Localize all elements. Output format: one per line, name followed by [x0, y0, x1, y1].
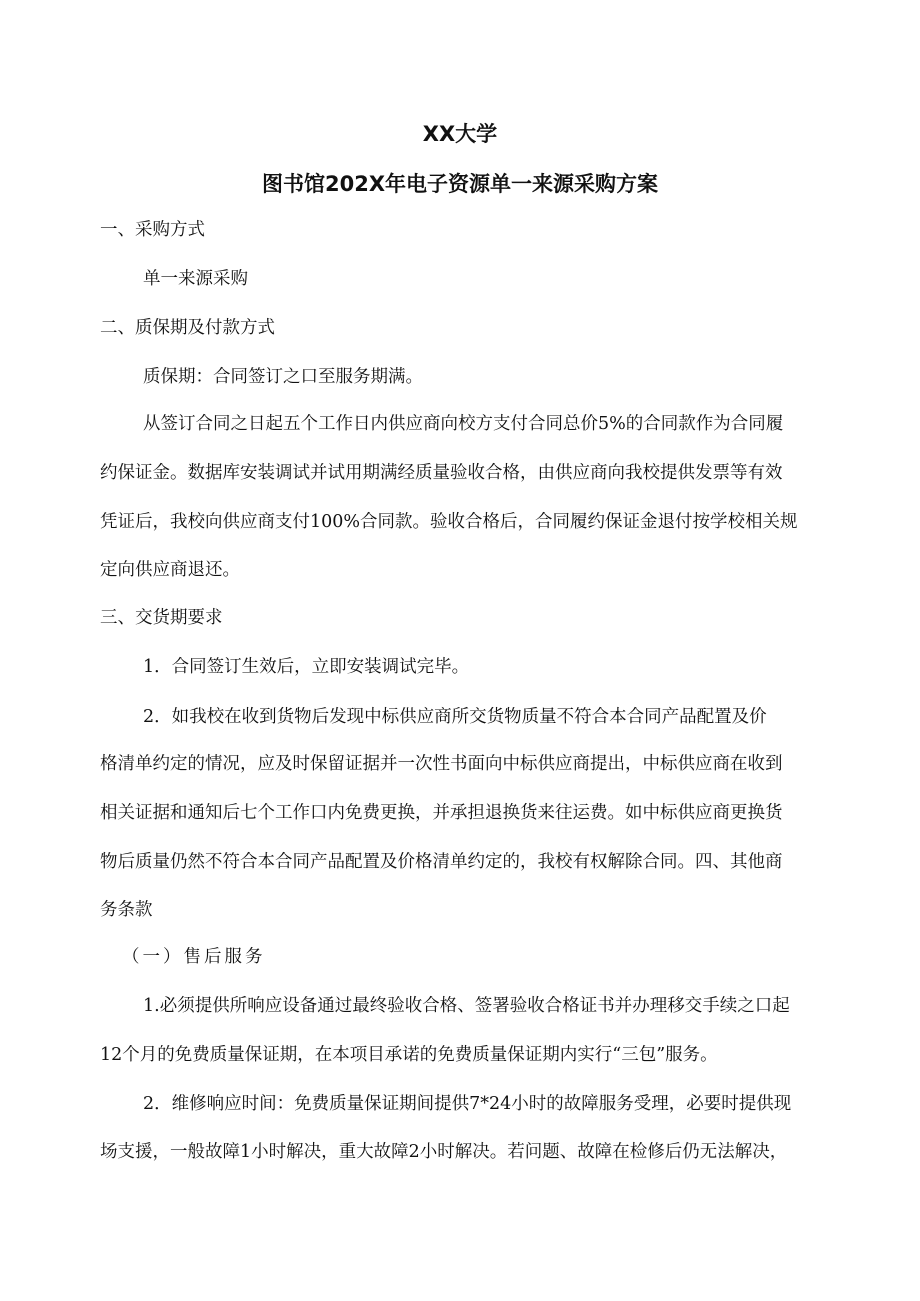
paragraph-line: 1.必须提供所响应设备通过最终验收合格、签署验收合格证书并办理移交手续之口起	[143, 996, 790, 1016]
document-title-plan: 图书馆202X年电子资源单一来源采购方案	[261, 172, 659, 196]
section-heading-delivery: 三、交货期要求	[100, 608, 223, 628]
paragraph-line: 单一来源采购	[143, 269, 248, 289]
paragraph-line: 格清单约定的情况，应及时保留证据并一次性书面向中标供应商提出，中标供应商在收到	[100, 754, 783, 774]
paragraph-line: 1．合同签订生效后，立即安装调试完毕。	[143, 657, 470, 677]
paragraph-line: 场支援，一般故障1小时解决，重大故障2小时解决。若问题、故障在检修后仍无法解决，	[100, 1142, 788, 1162]
paragraph-line: 约保证金。数据库安装调试并试用期满经质量验收合格，由供应商向我校提供发票等有效	[100, 463, 783, 483]
subsection-heading-after-sales: （一）售后服务	[122, 947, 266, 967]
paragraph-line: 质保期：合同签订之口至服务期满。	[143, 367, 423, 387]
paragraph-line: 相关证据和通知后七个工作口内免费更换，并承担退换货来往运费。如中标供应商更换货	[100, 803, 783, 823]
section-heading-warranty-payment: 二、质保期及付款方式	[100, 318, 275, 338]
paragraph-line: 凭证后，我校向供应商支付100%合同款。验收合格后，合同履约保证金退付按学校相关规	[100, 512, 798, 532]
paragraph-line: 2．维修响应时间：免费质量保证期间提供7*24小时的故障服务受理，必要时提供现	[143, 1094, 792, 1114]
document-title-university: XX大学	[422, 122, 498, 146]
paragraph-line: 定向供应商退还。	[100, 560, 240, 580]
paragraph-line: 从签订合同之日起五个工作日内供应商向校方支付合同总价5%的合同款作为合同履	[143, 414, 784, 434]
paragraph-line: 务条款	[100, 900, 153, 920]
paragraph-line: 12个月的免费质量保证期，在本项目承诺的免费质量保证期内实行“三包”服务。	[100, 1045, 718, 1065]
paragraph-line: 2．如我校在收到货物后发现中标供应商所交货物质量不符合本合同产品配置及价	[143, 707, 767, 727]
section-heading-procurement-method: 一、采购方式	[100, 220, 205, 240]
paragraph-line: 物后质量仍然不符合本合同产品配置及价格清单约定的，我校有权解除合同。四、其他商	[100, 852, 783, 872]
